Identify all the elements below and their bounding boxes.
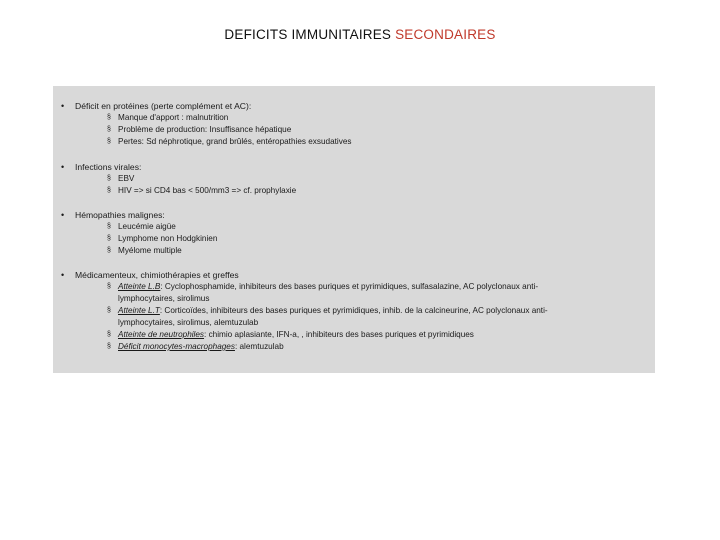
square-bullet-icon: §	[107, 114, 111, 121]
list-item: § Atteinte L.B: Cyclophosphamide, inhibiteurs des bases puriques et pyrimidiques, sulfasalazine, AC polyclonaux anti-	[107, 282, 539, 291]
item-label: Atteinte L.B	[118, 282, 161, 291]
item-label: Atteinte L.T	[118, 306, 160, 315]
title-main: DEFICITS IMMUNITAIRES	[224, 27, 396, 42]
square-bullet-icon: §	[107, 223, 111, 230]
list-item: § HIV => si CD4 bas < 500/mm3 => cf. prophylaxie	[107, 186, 297, 195]
list-item: § Lymphome non Hodgkinien	[107, 234, 218, 243]
section-protein-deficit	[61, 100, 352, 148]
section-medications	[61, 269, 646, 353]
list-item: § Leucémie aigüe	[107, 222, 176, 231]
list-item: § Atteinte L.T: Corticoïdes, inhibiteurs des bases puriques et pyrimidiques, inhib. de la calcineurine, AC polyclonaux anti-	[107, 306, 548, 315]
section-heading: • Hémopathies malignes:	[61, 210, 165, 220]
square-bullet-icon: §	[107, 307, 111, 314]
list-item: § Déficit monocytes-macrophages: alemtuzulab	[107, 342, 284, 351]
square-bullet-icon: §	[107, 126, 111, 133]
square-bullet-icon: §	[107, 235, 111, 242]
content-panel	[53, 86, 655, 373]
square-bullet-icon: §	[107, 331, 111, 338]
square-bullet-icon: §	[107, 343, 111, 350]
section-heading: • Infections virales:	[61, 162, 142, 172]
section-viral-infections	[61, 161, 296, 197]
page-title	[0, 27, 720, 42]
list-item: § Atteinte de neutrophiles: chimio aplasiante, IFN-a, , inhibiteurs des bases puriques et pyrimidiques	[107, 330, 474, 339]
section-heading: • Déficit en protéines (perte complément et AC):	[61, 101, 252, 111]
section-heading: • Médicamenteux, chimiothérapies et greffes	[61, 270, 239, 280]
list-item-continuation: lymphocytaires, sirolimus, alemtuzulab	[118, 318, 259, 327]
list-item: § Pertes: Sd néphrotique, grand brûlés, entéropathies exsudatives	[107, 137, 352, 146]
section-hemopathies	[61, 209, 217, 257]
item-label: Atteinte de neutrophiles	[118, 330, 205, 339]
list-item: § Manque d'apport : malnutrition	[107, 113, 229, 122]
square-bullet-icon: §	[107, 247, 111, 254]
bullet-icon: •	[61, 162, 65, 172]
square-bullet-icon: §	[107, 283, 111, 290]
bullet-icon: •	[61, 101, 65, 111]
list-item-continuation: lymphocytaires, sirolimus	[118, 294, 210, 303]
square-bullet-icon: §	[107, 175, 111, 182]
square-bullet-icon: §	[107, 187, 111, 194]
bullet-icon: •	[61, 210, 65, 220]
list-item: § Problème de production: Insuffisance hépatique	[107, 125, 292, 134]
square-bullet-icon: §	[107, 138, 111, 145]
list-item: § Myélome multiple	[107, 246, 182, 255]
title-accent: SECONDAIRES	[395, 27, 496, 42]
bullet-icon: •	[61, 270, 65, 280]
item-label: Déficit monocytes-macrophages	[118, 342, 235, 351]
list-item: § EBV	[107, 174, 135, 183]
